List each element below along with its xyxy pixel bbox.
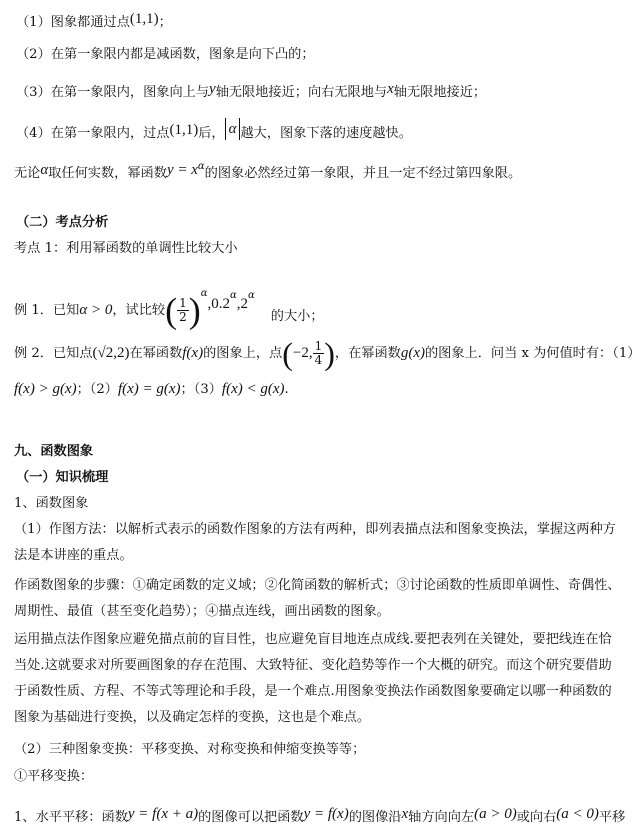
key-point-1: 考点 1：利用幂函数的单调性比较大小 bbox=[14, 241, 238, 256]
paragraph-transforms: （2）三种图象变换：平移变换、对称变换和伸缩变换等等； bbox=[14, 742, 366, 757]
summary: 无论α取任何实数，幂函数$y = x^\alpha$的图象必然经过第一象限，并且一定不经过第四象限。 bbox=[14, 161, 522, 181]
example-2: 例 2．已知点(√2,2)在幂函数f(x)的图象上，点(−2, $\frac{1}{4}$ )，在幂函数g(x)的图象上．问当 x 为何值时有：（1） bbox=[14, 335, 640, 372]
item-3: （3）在第一象限内，图象向上与y轴无限地接近；向右无限地与x轴无限地接近； bbox=[16, 81, 487, 100]
fraction-quarter: $\frac{1}{4}$ bbox=[314, 339, 323, 367]
item-1: （1）图象都通过点(1,1)； bbox=[16, 11, 172, 30]
paragraph-translation: ①平移变换： bbox=[14, 769, 94, 784]
paragraph-method: （1）作图方法：以解析式表示的函数作图象的方法有两种，即列表描点法和图象变换法，掌握这两种方法是本讲座的重点。 bbox=[14, 522, 616, 563]
abs-alpha: α bbox=[225, 118, 241, 140]
paragraph-steps: 作函数图象的步骤：①确定函数的定义域；②化简函数的解析式；③讨论函数的性质即单调性、奇偶性、周期性、最值（甚至变化趋势）；④描点连线，画出函数的图象。 bbox=[14, 578, 621, 619]
section-9-title: 九、函数图象 bbox=[14, 444, 94, 459]
point-1-1: (1,1) bbox=[129, 11, 159, 27]
paragraph-horizontal-shift: 1、水平平移：函数y = f(x + a)的图像可以把函数y = f(x)的图像沿x轴方向向左(a > 0)或向右(a < 0)平移 bbox=[14, 806, 626, 825]
section-2-title: （二）考点分析 bbox=[16, 215, 109, 230]
example-1: 例 1．已知α > 0，试比较( $\frac{1}{2}$ )$^\alpha,0.2^\alpha,2^\alpha$的大小； bbox=[14, 288, 324, 331]
item-2: （2）在第一象限内都是减函数，图象是向下凸的； bbox=[16, 47, 315, 62]
item-4: （4）在第一象限内，过点(1,1)后， α 越大，图象下落的速度越快。 bbox=[16, 118, 628, 143]
paragraph-plotting: 运用描点法作图象应避免描点前的盲目性，也应避免盲目地连点成线.要把表列在关键处，要把线连在恰当处.这就要求对所要画图象的存在范围、大致特征、变化趋势等作一个大概的研究。而这个研究要借助于函数性质、方程、不等式等理论和手段，是一个难点.用图象变换法作函数图象要确定以哪一种函数的图象为基础进行变换，以及确定怎样的变换，这也是个难点。 bbox=[14, 632, 612, 725]
example-2-cases: f(x) > g(x)；（2）f(x) = g(x)；（3）f(x) < g(x). bbox=[14, 381, 289, 397]
heading-function-graph: 1、函数图象 bbox=[14, 496, 89, 511]
section-9-subtitle: （一）知识梳理 bbox=[16, 470, 109, 485]
fraction-half: $\frac{1}{2}$ bbox=[179, 296, 187, 324]
